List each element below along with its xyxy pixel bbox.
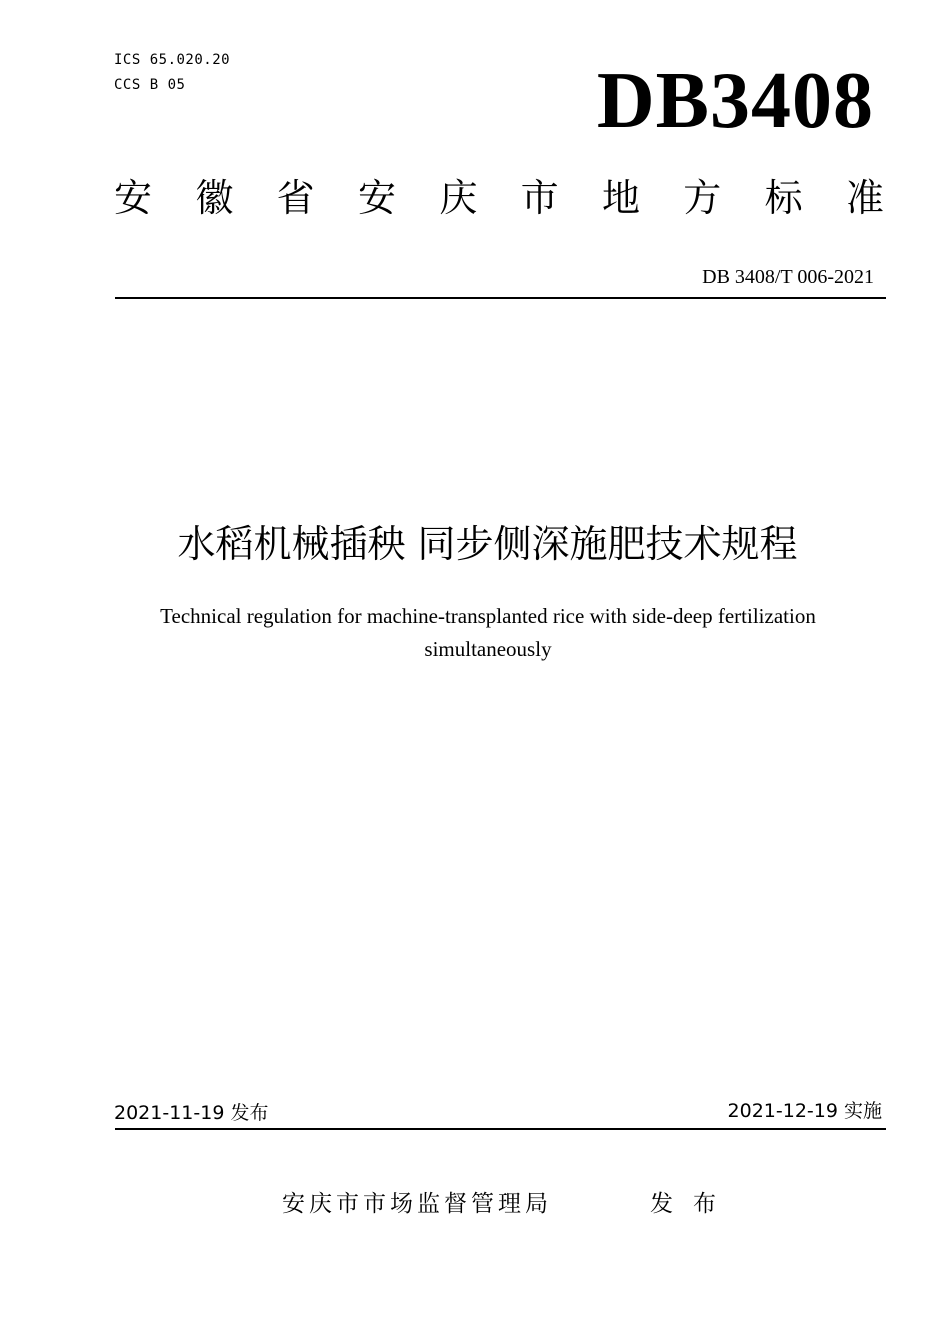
- standard-type-char: 庆: [439, 176, 478, 220]
- footer-divider: [115, 1128, 886, 1130]
- implementation-date: 2021-12-19 实施: [727, 1100, 882, 1122]
- standard-type-char: 安: [114, 176, 153, 220]
- standard-type-char: 省: [276, 176, 315, 220]
- standard-number: DB 3408/T 006-2021: [702, 266, 874, 288]
- standard-type-char: 市: [520, 176, 559, 220]
- issuing-authority: 安庆市市场监督管理局: [282, 1191, 552, 1217]
- ccs-code: CCS B 05: [114, 77, 186, 93]
- classification-codes: [114, 48, 230, 98]
- standard-code: DB3408: [596, 57, 874, 145]
- ics-code: ICS 65.020.20: [114, 52, 231, 68]
- standard-type-char: 标: [764, 176, 803, 220]
- issue-label: 发布: [650, 1191, 736, 1217]
- standard-type-char: 准: [845, 176, 884, 220]
- title-chinese: 水稻机械插秧 同步侧深施肥技术规程: [177, 522, 798, 566]
- standard-type-char: 徽: [195, 176, 234, 220]
- header-divider: [115, 297, 886, 299]
- issue-date: 2021-11-19 发布: [114, 1102, 269, 1124]
- standard-type-char: 安: [357, 176, 396, 220]
- title-english: Technical regulation for machine-transplanted rice with side-deep fertilization simultaneously: [160, 604, 816, 661]
- standard-type-char: 方: [683, 176, 722, 220]
- standard-type: [114, 172, 884, 224]
- standard-type-char: 地: [601, 176, 640, 220]
